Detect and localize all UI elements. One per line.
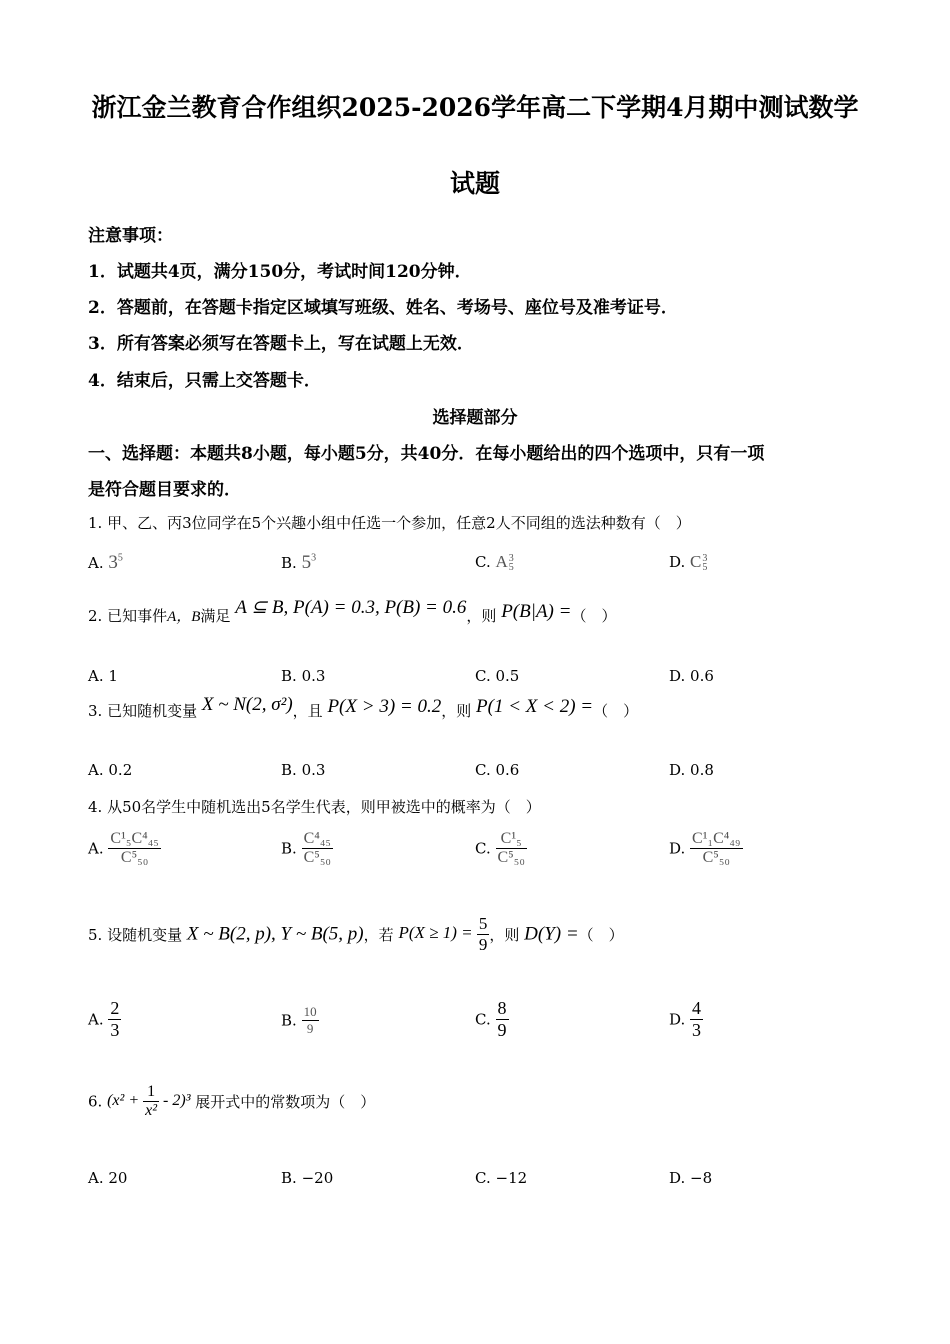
option-fraction: $\frac{\text{C¹₅}}{\text{C⁵₅₀}}$ xyxy=(497,830,525,866)
q6-expression: (x² + $\frac{1}{\text{x²}}$ - 2)³ xyxy=(107,1083,191,1119)
q5-option-a: A. $\frac{2}{3}$ xyxy=(88,998,120,1040)
option-label: A. xyxy=(88,554,104,572)
q3-option-d: D. 0.8 xyxy=(669,761,714,779)
q5-option-d: D. $\frac{4}{3}$ xyxy=(669,998,702,1040)
option-value: $5^3$ xyxy=(301,552,317,573)
q2-option-d: D. 0.6 xyxy=(669,667,714,685)
question-2-stem: 2. 已知事件A，B满足 A ⊆ B, P(A) = 0.3, P(B) = 0.6，则 P(B|A) =（ ） xyxy=(88,597,617,625)
part-instruction-line1: 一、选择题：本题共8小题，每小题5分，共40分．在每小题给出的四个选项中，只有一项 xyxy=(88,444,765,464)
part-instruction-line2: 是符合题目要求的． xyxy=(88,480,241,500)
notice-item: 3．所有答案必须写在答题卡上，写在试题上无效． xyxy=(88,334,474,354)
option-value: C 3 5 xyxy=(690,552,708,574)
q6-option-a: A. 20 xyxy=(88,1169,128,1187)
q5-option-b: B. $\frac{10}{9}$ xyxy=(281,1004,317,1036)
option-value: A 3 5 xyxy=(495,552,514,574)
option-fraction: $\frac{\text{C⁴₄₅}}{\text{C⁵₅₀}}$ xyxy=(303,830,331,866)
option-fraction: $\frac{\text{C¹₅C⁴₄₅}}{\text{C⁵₅₀}}$ xyxy=(110,830,159,866)
question-6-stem: 6. (x² + $\frac{1}{\text{x²}}$ - 2)³ 展开式中的常数项为（ ） xyxy=(88,1083,376,1119)
q2-option-c: C. 0.5 xyxy=(475,667,520,685)
q6-option-b: B. −20 xyxy=(281,1169,334,1187)
q5-option-c: C. $\frac{8}{9}$ xyxy=(475,998,507,1040)
q3-ask: P(1 < X < 2) = xyxy=(476,696,594,717)
q4-option-a: A. $\frac{\text{C¹₅C⁴₄₅}}{\text{C⁵₅₀}}$ xyxy=(88,830,159,866)
option-label: B. xyxy=(281,554,297,572)
q1-option-c xyxy=(475,552,514,572)
question-3-stem: 3. 已知随机变量 X ~ N(2, σ²)，且 P(X > 3) = 0.2，则 P(1 < X < 2) =（ ） xyxy=(88,694,639,720)
option-value: $3^5$ xyxy=(108,552,123,573)
option-fraction: $\frac{8}{9}$ xyxy=(497,998,507,1040)
exam-title-line2: 试题 xyxy=(449,169,500,198)
q5-condition: P(X ≥ 1) = $\frac{5}{9}$ xyxy=(398,914,488,954)
q3-condition: P(X > 3) = 0.2 xyxy=(327,696,442,717)
q4-option-c: C. $\frac{\text{C¹₅}}{\text{C⁵₅₀}}$ xyxy=(475,830,525,866)
section-heading: 选择题部分 xyxy=(432,408,518,428)
q5-distribution: X ~ B(2, p), Y ~ B(5, p) xyxy=(186,923,364,945)
q1-option-b xyxy=(281,552,316,574)
q4-option-d: D. $\frac{\text{C¹₁C⁴₄₉}}{\text{C⁵₅₀}}$ xyxy=(669,830,741,866)
q2-option-a: A. 1 xyxy=(88,667,118,685)
option-fraction: $\frac{4}{3}$ xyxy=(692,998,702,1040)
option-label: C. xyxy=(475,553,491,571)
exam-title-line1: 浙江金兰教育合作组织2025-2026学年高二下学期4月期中测试数学 xyxy=(91,93,859,122)
option-fraction: $\frac{2}{3}$ xyxy=(110,998,120,1040)
q3-option-a: A. 0.2 xyxy=(88,761,133,779)
notice-item: 1．试题共4页，满分150分，考试时间120分钟． xyxy=(88,262,472,282)
notice-heading: 注意事项： xyxy=(88,226,173,246)
question-5-stem: 5. 设随机变量 X ~ B(2, p), Y ~ B(5, p)，若 P(X ≥ 1) = $\frac{5}{9}$ ，则 D(Y) =（ ） xyxy=(88,914,624,954)
q2-condition: A ⊆ B, P(A) = 0.3, P(B) = 0.6 xyxy=(235,597,467,618)
q4-option-b: B. $\frac{\text{C⁴₄₅}}{\text{C⁵₅₀}}$ xyxy=(281,830,331,866)
q2-option-b: B. 0.3 xyxy=(281,667,326,685)
notice-item: 2．答题前，在答题卡指定区域填写班级、姓名、考场号、座位号及准考证号． xyxy=(88,298,678,318)
q3-option-b: B. 0.3 xyxy=(281,761,326,779)
q3-option-c: C. 0.6 xyxy=(475,761,520,779)
option-label: D. xyxy=(669,553,686,571)
q6-option-c: C. −12 xyxy=(475,1169,528,1187)
q1-option-a xyxy=(88,552,123,574)
option-fraction: $\frac{\text{C¹₁C⁴₄₉}}{\text{C⁵₅₀}}$ xyxy=(692,830,741,866)
notice-item: 4．结束后，只需上交答题卡． xyxy=(88,371,321,391)
q3-distribution: X ~ N(2, σ²) xyxy=(201,694,293,715)
question-4-stem: 4. 从50名学生中随机选出5名学生代表，则甲被选中的概率为（ ） xyxy=(88,798,541,816)
q5-ask: D(Y) = xyxy=(524,923,579,945)
option-fraction: $\frac{10}{9}$ xyxy=(303,1004,317,1036)
q2-ask: P(B|A) = xyxy=(501,601,572,622)
q6-option-d: D. −8 xyxy=(669,1169,713,1187)
q1-option-d xyxy=(669,552,707,572)
question-1-stem: 1. 甲、乙、丙3位同学在5个兴趣小组中任选一个参加，任意2人不同组的选法种数有（ ） xyxy=(88,514,691,532)
